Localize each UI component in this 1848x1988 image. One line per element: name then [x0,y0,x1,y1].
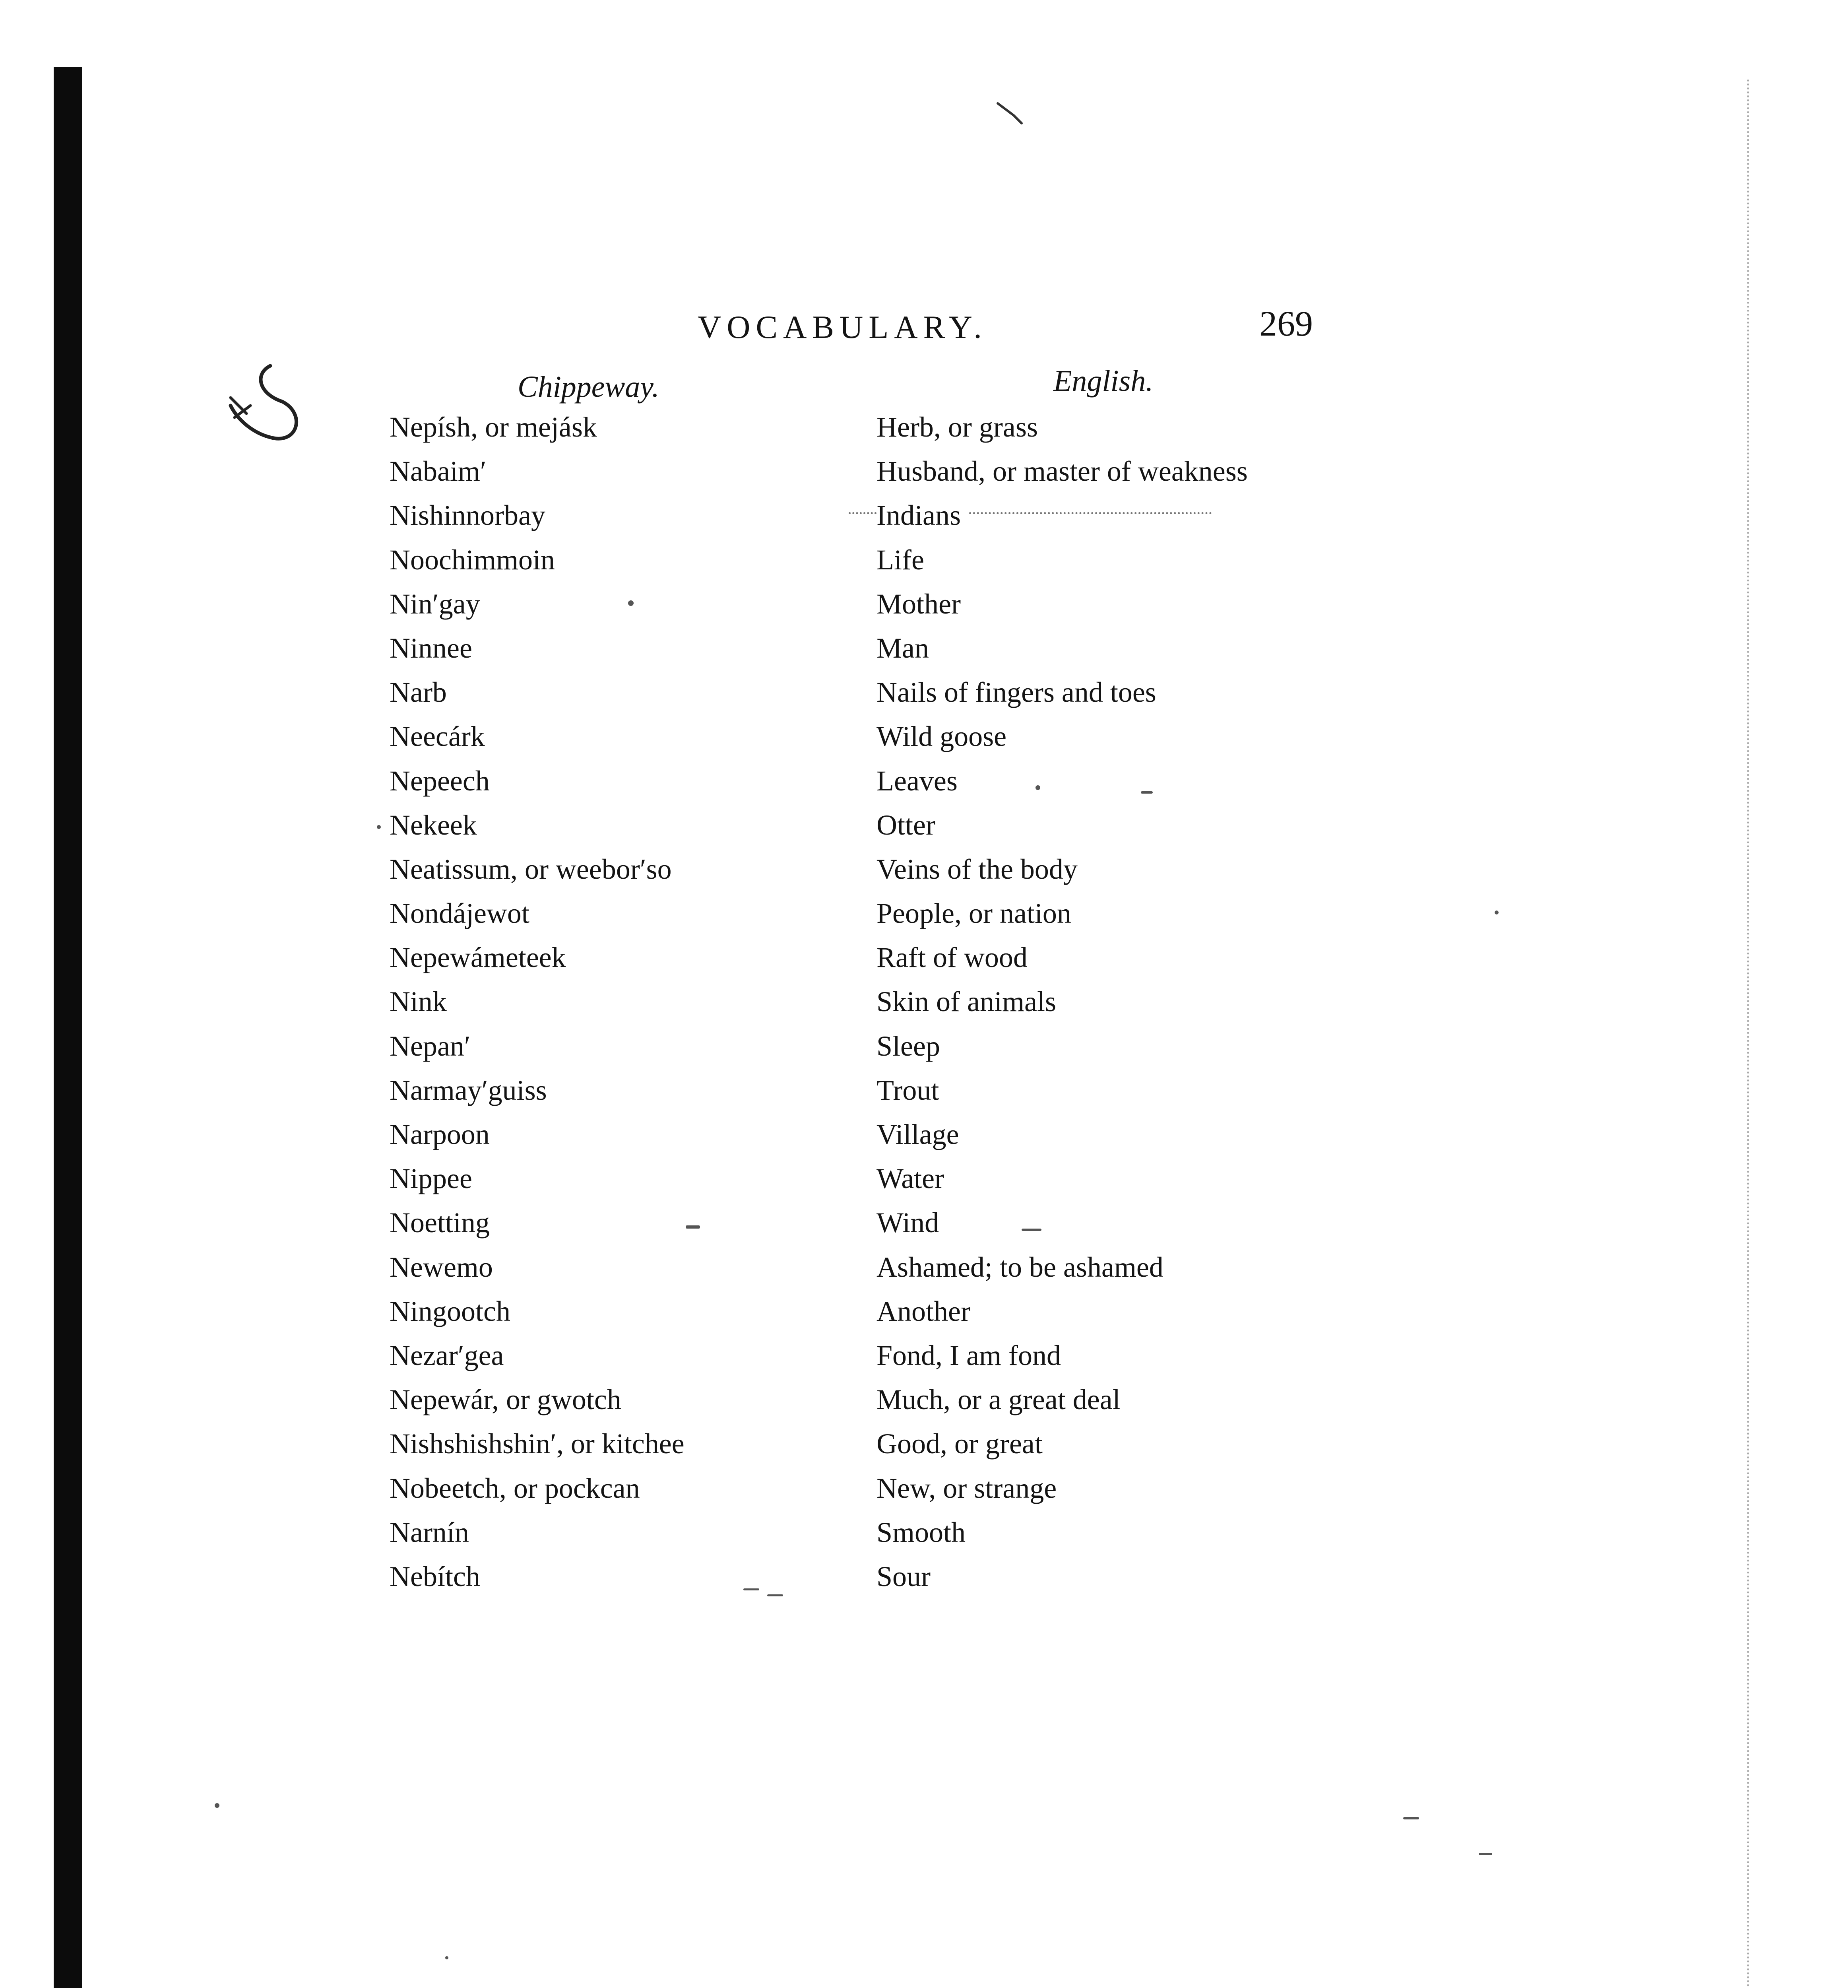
vocabulary-row [0,455,1848,499]
scan-speck [1403,1817,1419,1819]
scan-speck [215,1803,219,1808]
chippeway-term: Ninnee [390,632,472,664]
english-meaning: Indians [876,499,961,532]
vocabulary-row [0,1118,1848,1162]
vocabulary-row [0,1516,1848,1560]
scan-speck [686,1225,700,1229]
scan-speck [743,1588,759,1590]
chippeway-term: Nekeek [390,809,477,841]
vocabulary-row [0,765,1848,809]
chippeway-term: Nepeech [390,765,490,797]
english-meaning: People, or nation [876,897,1071,930]
vocabulary-row [0,897,1848,941]
chippeway-term: Narb [390,676,447,709]
vocabulary-row [0,941,1848,985]
vocabulary-row [0,985,1848,1029]
english-meaning: Leaves [876,765,958,797]
scan-speck [377,825,381,829]
chippeway-term: Nezar′gea [390,1339,504,1371]
chippeway-term: Noochimmoin [390,544,555,576]
chippeway-term: Nin′gay [390,588,480,620]
column-heading-chippeway: Chippeway. [518,370,659,404]
chippeway-term: Nebítch [390,1560,480,1592]
english-meaning: Village [876,1118,959,1150]
vocabulary-row [0,1251,1848,1295]
scan-speck [767,1594,783,1596]
scan-speck [628,600,634,606]
chippeway-term: Nondájewot [390,897,529,930]
english-meaning: Man [876,632,929,664]
scan-speck [1495,911,1499,914]
vocabulary-row [0,499,1848,543]
chippeway-term: Neecárk [390,720,485,753]
scan-speck [1141,791,1153,794]
scan-speck [1036,785,1040,790]
english-meaning: Sour [876,1560,931,1592]
vocabulary-row [0,676,1848,720]
chippeway-term: Nishinnorbay [390,499,545,532]
english-meaning: Herb, or grass [876,411,1038,443]
english-meaning: Ashamed; to be ashamed [876,1251,1163,1283]
english-meaning: Much, or a great deal [876,1384,1121,1416]
english-meaning: Good, or great [876,1428,1043,1460]
top-stray-mark [994,99,1041,131]
chippeway-term: Narpoon [390,1118,490,1150]
vocabulary-row [0,1427,1848,1472]
english-meaning: Mother [876,588,961,620]
english-meaning: Otter [876,809,935,841]
vocabulary-row [0,1472,1848,1516]
column-heading-english: English. [1053,364,1154,398]
chippeway-term: Nabaim′ [390,455,487,487]
english-meaning: Husband, or master of weakness [876,455,1248,487]
vocabulary-row [0,853,1848,897]
vocabulary-row [0,1206,1848,1250]
vocabulary-row [0,1560,1848,1604]
chippeway-term: Nink [390,986,447,1018]
chippeway-term: Ningootch [390,1295,510,1327]
chippeway-term: Nippee [390,1163,472,1195]
chippeway-term: Newemo [390,1251,493,1283]
vocabulary-row [0,1383,1848,1427]
scan-speck [1479,1853,1492,1855]
vocabulary-row [0,720,1848,764]
scan-speck [1022,1229,1041,1231]
chippeway-term: Nobeetch, or pockcan [390,1472,640,1504]
chippeway-term: Noetting [390,1207,490,1239]
english-meaning: Wild goose [876,720,1007,753]
vocabulary-row [0,632,1848,676]
vocabulary-row [0,411,1848,455]
vocabulary-row [0,809,1848,853]
chippeway-term: Nepewámeteek [390,942,566,974]
chippeway-term: Nepewár, or gwotch [390,1384,621,1416]
page-number: 269 [1259,304,1313,344]
english-meaning: New, or strange [876,1472,1057,1504]
scan-speck [445,1956,448,1959]
vocabulary-row [0,1030,1848,1074]
english-meaning: Nails of fingers and toes [876,676,1156,709]
chippeway-term: Nepísh, or mejásk [390,411,597,443]
vocabulary-row [0,1339,1848,1383]
vocabulary-row [0,1162,1848,1206]
english-meaning: Skin of animals [876,986,1056,1018]
english-meaning: Water [876,1163,944,1195]
chippeway-term: Nishshishshin′, or kitchee [390,1428,685,1460]
english-meaning: Fond, I am fond [876,1339,1061,1371]
english-meaning: Sleep [876,1030,940,1062]
english-meaning: Another [876,1295,970,1327]
vocabulary-row [0,588,1848,632]
chippeway-term: Narnín [390,1516,469,1548]
english-meaning: Life [876,544,924,576]
vocabulary-list [0,411,1848,1604]
english-meaning: Veins of the body [876,853,1078,885]
english-meaning: Trout [876,1074,939,1106]
vocabulary-row [0,544,1848,588]
english-meaning: Raft of wood [876,942,1028,974]
vocabulary-row [0,1295,1848,1339]
chippeway-term: Neatissum, or weebor′so [390,853,672,885]
chippeway-term: Nepan′ [390,1030,471,1062]
vocabulary-row [0,1074,1848,1118]
chippeway-term: Narmay′guiss [390,1074,547,1106]
english-meaning: Wind [876,1207,939,1239]
english-meaning: Smooth [876,1516,966,1548]
running-head: VOCABULARY. [698,309,987,345]
